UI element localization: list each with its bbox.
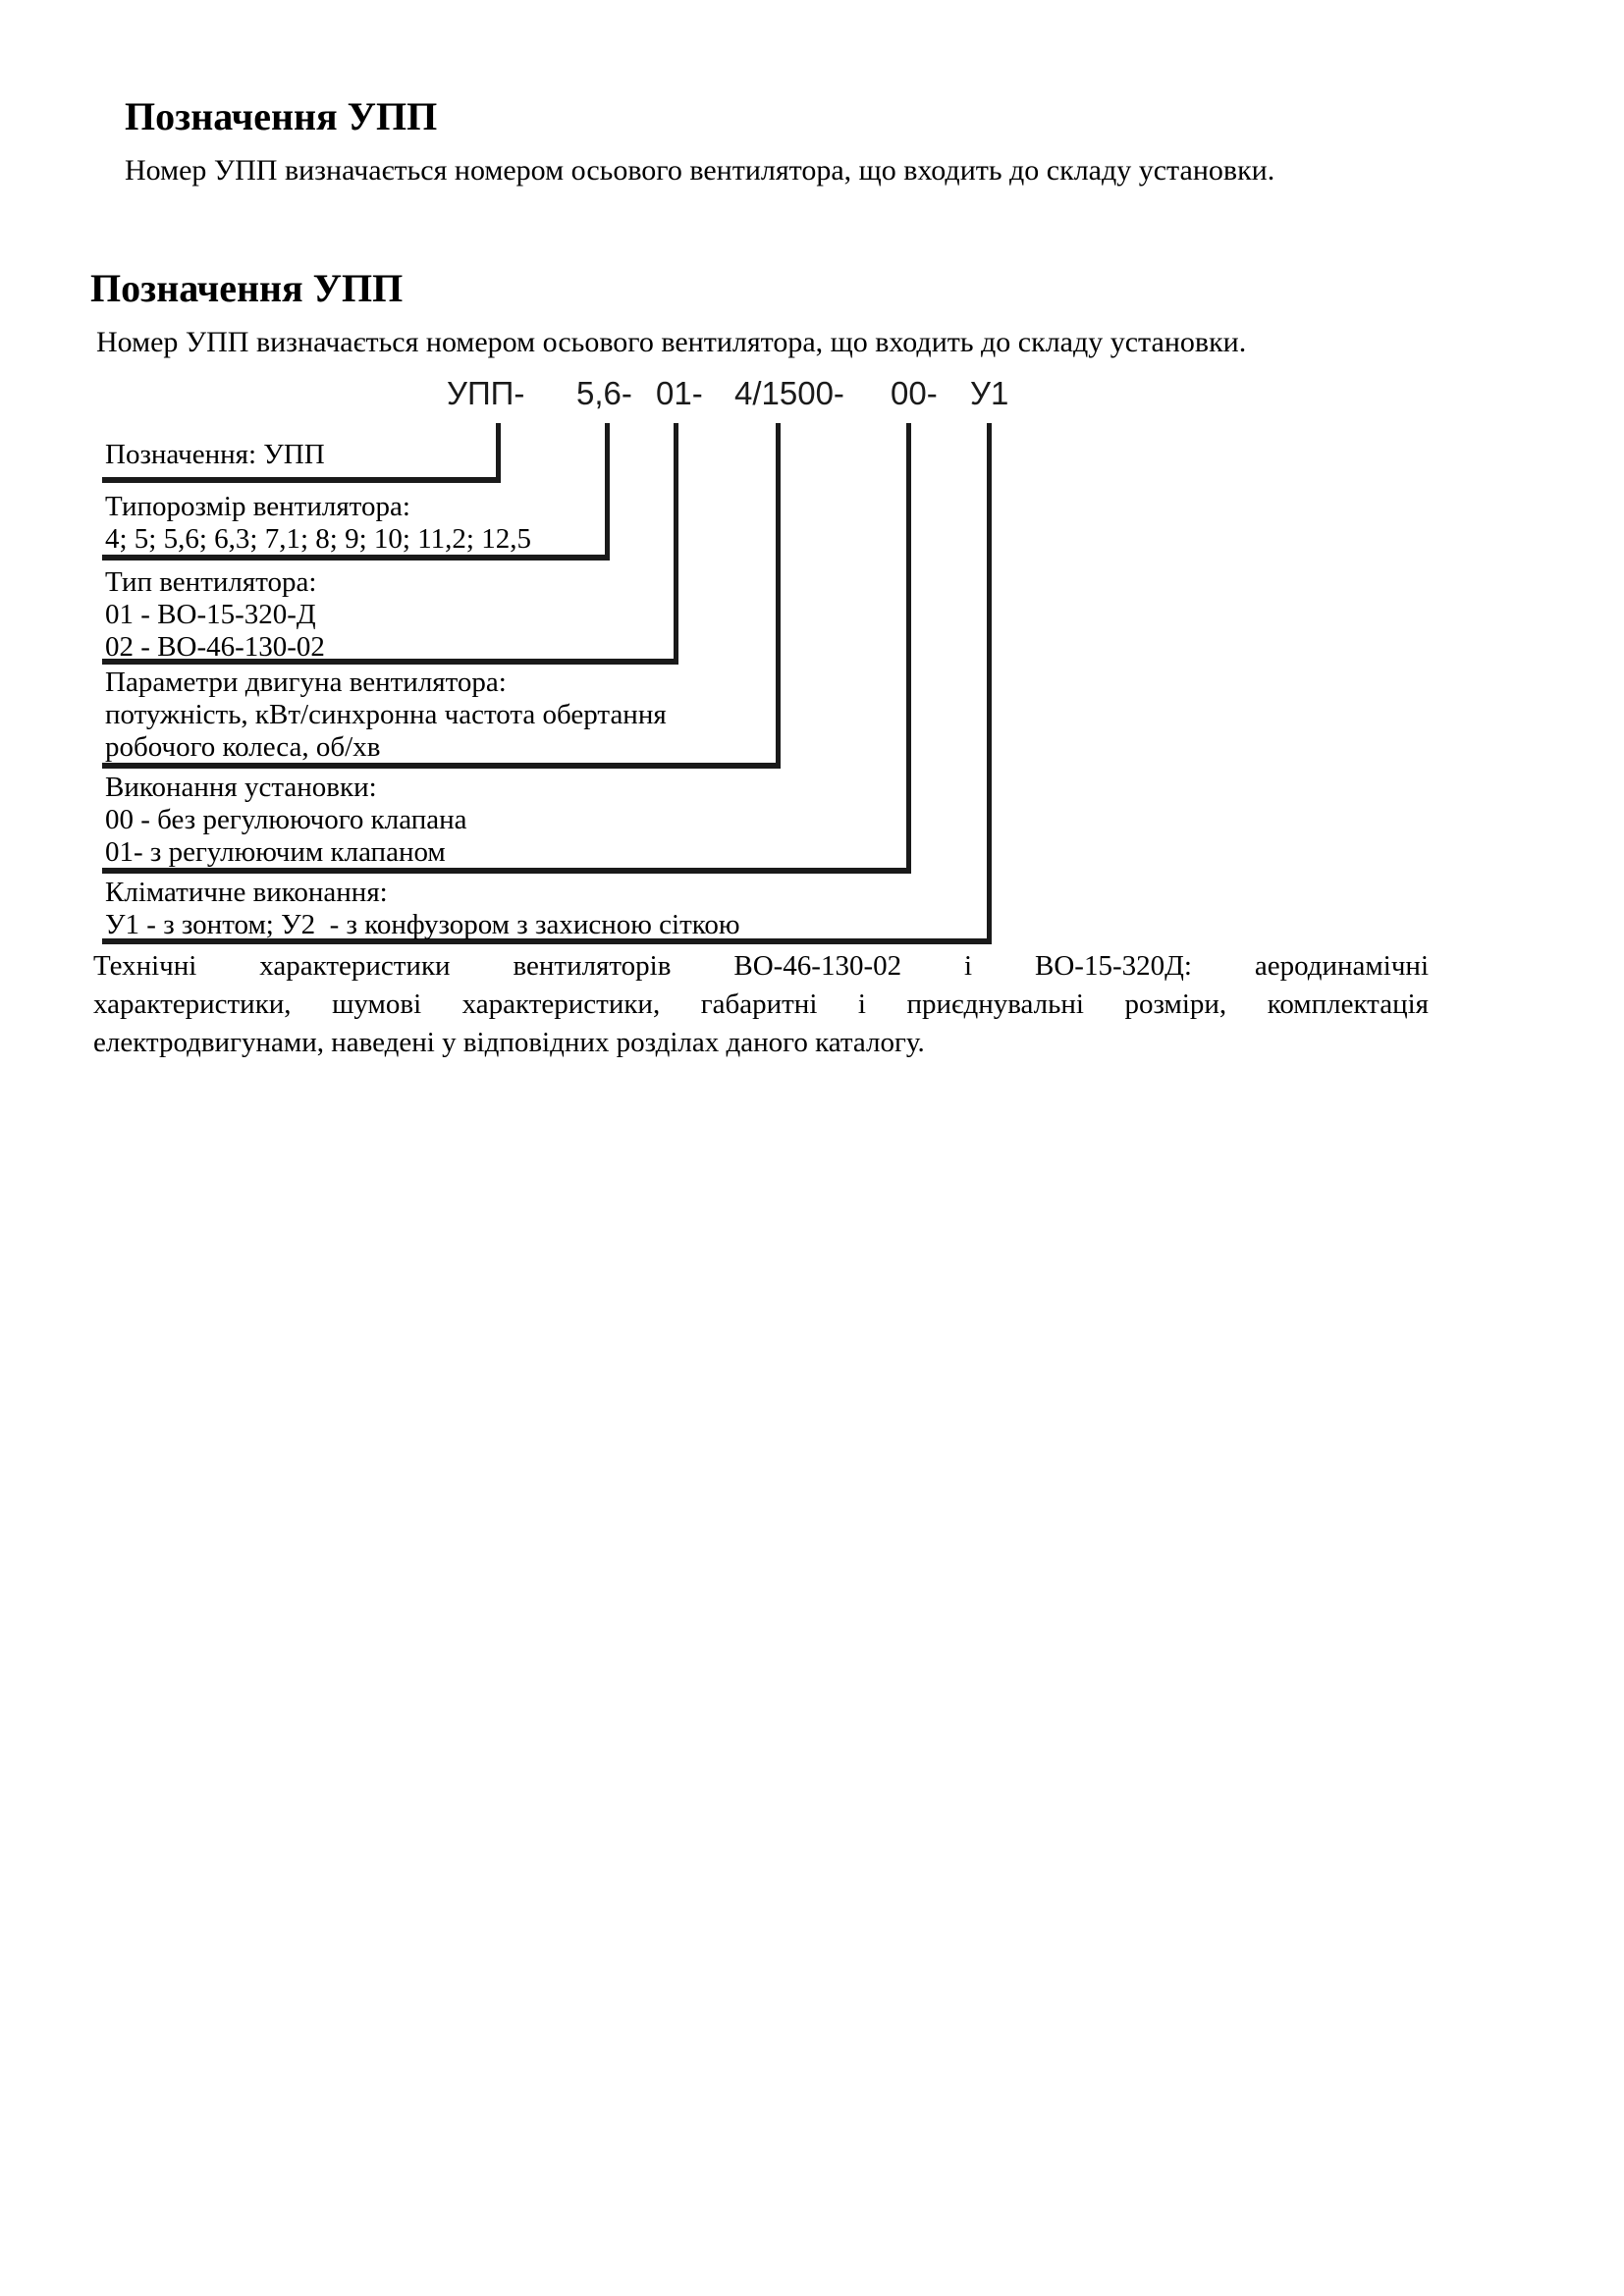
legend-line: робочого колеса, об/хв [105, 731, 381, 763]
legend-line: 02 - ВО-46-130-02 [105, 631, 325, 663]
legend-line: Тип вентилятора: [105, 566, 317, 598]
section2-paragraph: Номер УПП визначається номером осьового вентилятора, що входить до складу установки. [96, 326, 1247, 358]
legend-group-designation [105, 439, 325, 471]
connector-vertical-1 [496, 423, 501, 483]
section1-heading: Позначення УПП [125, 94, 438, 138]
code-segment-type: 01- [656, 375, 703, 411]
legend-line: 4; 5; 5,6; 6,3; 7,1; 8; 9; 10; 11,2; 12,5 [105, 523, 531, 555]
section2-heading: Позначення УПП [90, 266, 404, 310]
legend-line: Позначення: УПП [105, 439, 325, 470]
legend-line: 00 - без регулюючого клапана [105, 804, 467, 835]
legend-line: 01 - ВО-15-320-Д [105, 599, 316, 630]
legend-line: Параметри двигуна вентилятора: [105, 667, 507, 698]
legend-line: потужність, кВт/синхронна частота обертання [105, 699, 667, 730]
legend-group-climate [105, 877, 740, 941]
legend-line: У1 - з зонтом; У2 - з конфузором з захисною сіткою [105, 909, 740, 940]
legend-group-fan-type [105, 566, 325, 664]
section1-paragraph: Номер УПП визначається номером осьового вентилятора, що входить до складу установки. [125, 154, 1275, 187]
legend-underline-1 [102, 477, 501, 483]
connector-vertical-6 [987, 423, 992, 944]
technical-note-line: характеристики, шумові характеристики, габаритні і приєднувальні розміри, комплектація [93, 988, 1429, 1020]
legend-line: Кліматичне виконання: [105, 877, 388, 908]
connector-vertical-5 [906, 423, 911, 874]
code-segment-prefix: УПП- [447, 375, 525, 411]
code-segment-climate: У1 [970, 375, 1009, 411]
connector-vertical-4 [776, 423, 781, 769]
legend-line: 01- з регулюючим клапаном [105, 836, 446, 868]
technical-note-line: електродвигунами, наведені у відповідних розділах даного каталогу. [93, 1027, 925, 1058]
legend-group-size [105, 491, 531, 556]
legend-group-installation-version [105, 772, 467, 869]
code-segment-version: 00- [891, 375, 938, 411]
legend-line: Типорозмір вентилятора: [105, 491, 410, 522]
technical-note-line: Технічні характеристики вентиляторів ВО-46-130-02 і ВО-15-320Д: аеродинамічні [93, 950, 1429, 982]
connector-vertical-2 [605, 423, 610, 561]
code-segment-size: 5,6- [576, 375, 632, 411]
code-segment-motor: 4/1500- [734, 375, 844, 411]
legend-group-motor-params [105, 667, 667, 764]
technical-note-paragraph [93, 947, 1429, 1062]
connector-vertical-3 [674, 423, 678, 665]
legend-line: Виконання установки: [105, 772, 377, 803]
